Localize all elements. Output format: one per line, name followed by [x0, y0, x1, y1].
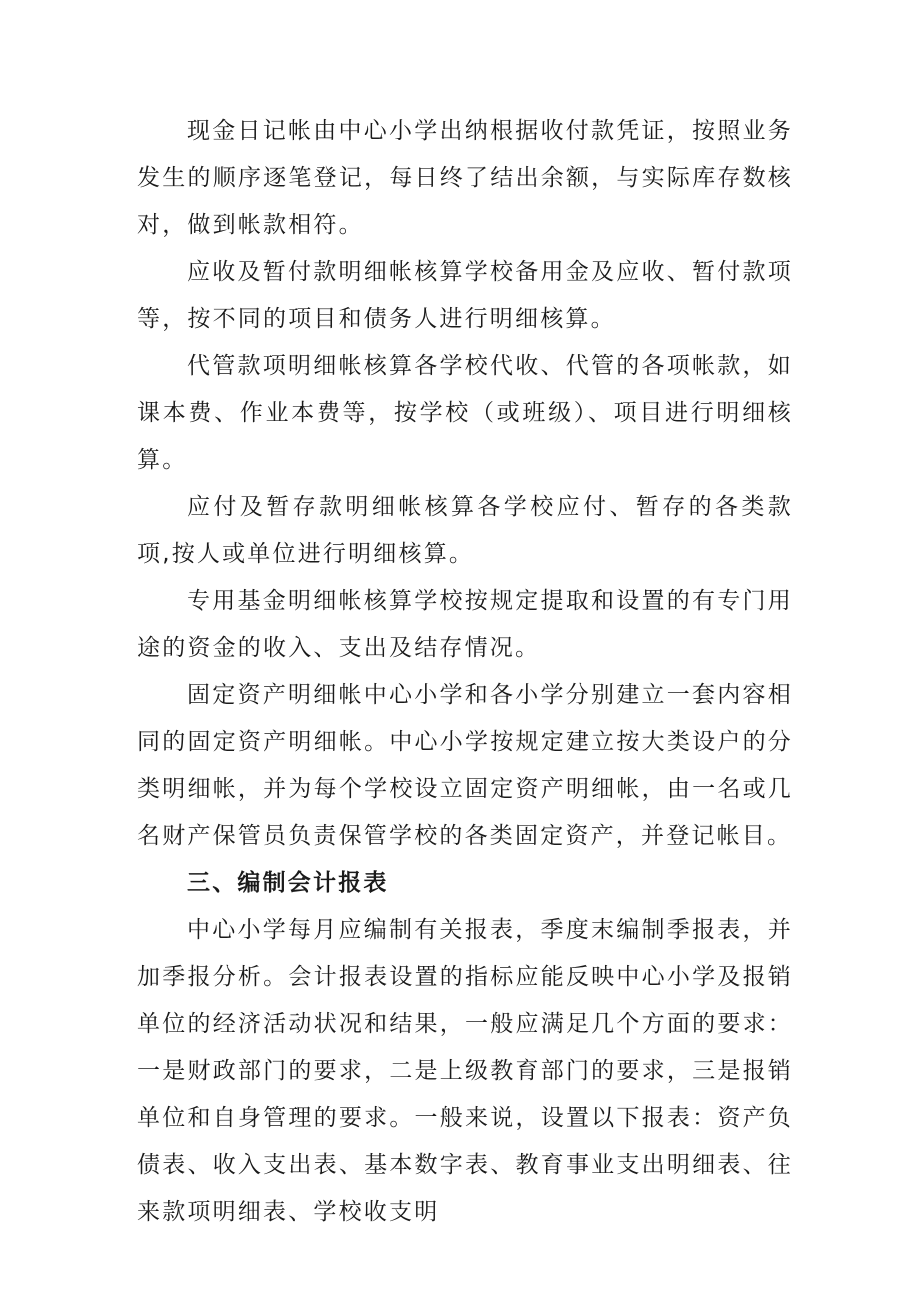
- document-body: [137, 108, 793, 1236]
- paragraph-accounting-reports: 中心小学每月应编制有关报表，季度末编制季报表，并加季报分析。会计报表设置的指标应能反映中心小学及报销单位的经济活动状况和结果，一般应满足几个方面的要求：一是财政部门的要求，二是上级教育部门的要求，三是报销单位和自身管理的要求。一般来说，设置以下报表：资产负债表、收入支出表、基本数字表、教育事业支出明细表、往来款项明细表、学校收支明: [137, 917, 793, 1225]
- paragraph-receivables-ledger: 应收及暂付款明细帐核算学校备用金及应收、暂付款项等，按不同的项目和债务人进行明细核算。: [137, 259, 793, 332]
- paragraph-custodial-funds-ledger: 代管款项明细帐核算各学校代收、代管的各项帐款，如课本费、作业本费等，按学校（或班级）、项目进行明细核算。: [137, 353, 793, 473]
- paragraph-cash-journal: 现金日记帐由中心小学出纳根据收付款凭证，按照业务发生的顺序逐笔登记，每日终了结出余额，与实际库存数核对，做到帐款相符。: [137, 118, 793, 238]
- section-heading: 三、编制会计报表: [187, 870, 389, 896]
- paragraph-special-fund-ledger: 专用基金明细帐核算学校按规定提取和设置的有专门用途的资金的收入、支出及结存情况。: [137, 588, 793, 661]
- paragraph-payables-ledger: 应付及暂存款明细帐核算各学校应付、暂存的各类款项,按人或单位进行明细核算。: [137, 494, 793, 567]
- paragraph-fixed-assets-ledger: 固定资产明细帐中心小学和各小学分别建立一套内容相同的固定资产明细帐。中心小学按规定建立按大类设户的分类明细帐，并为每个学校设立固定资产明细帐，由一名或几名财产保管员负责保管学校的各类固定资产，并登记帐目。: [137, 682, 793, 849]
